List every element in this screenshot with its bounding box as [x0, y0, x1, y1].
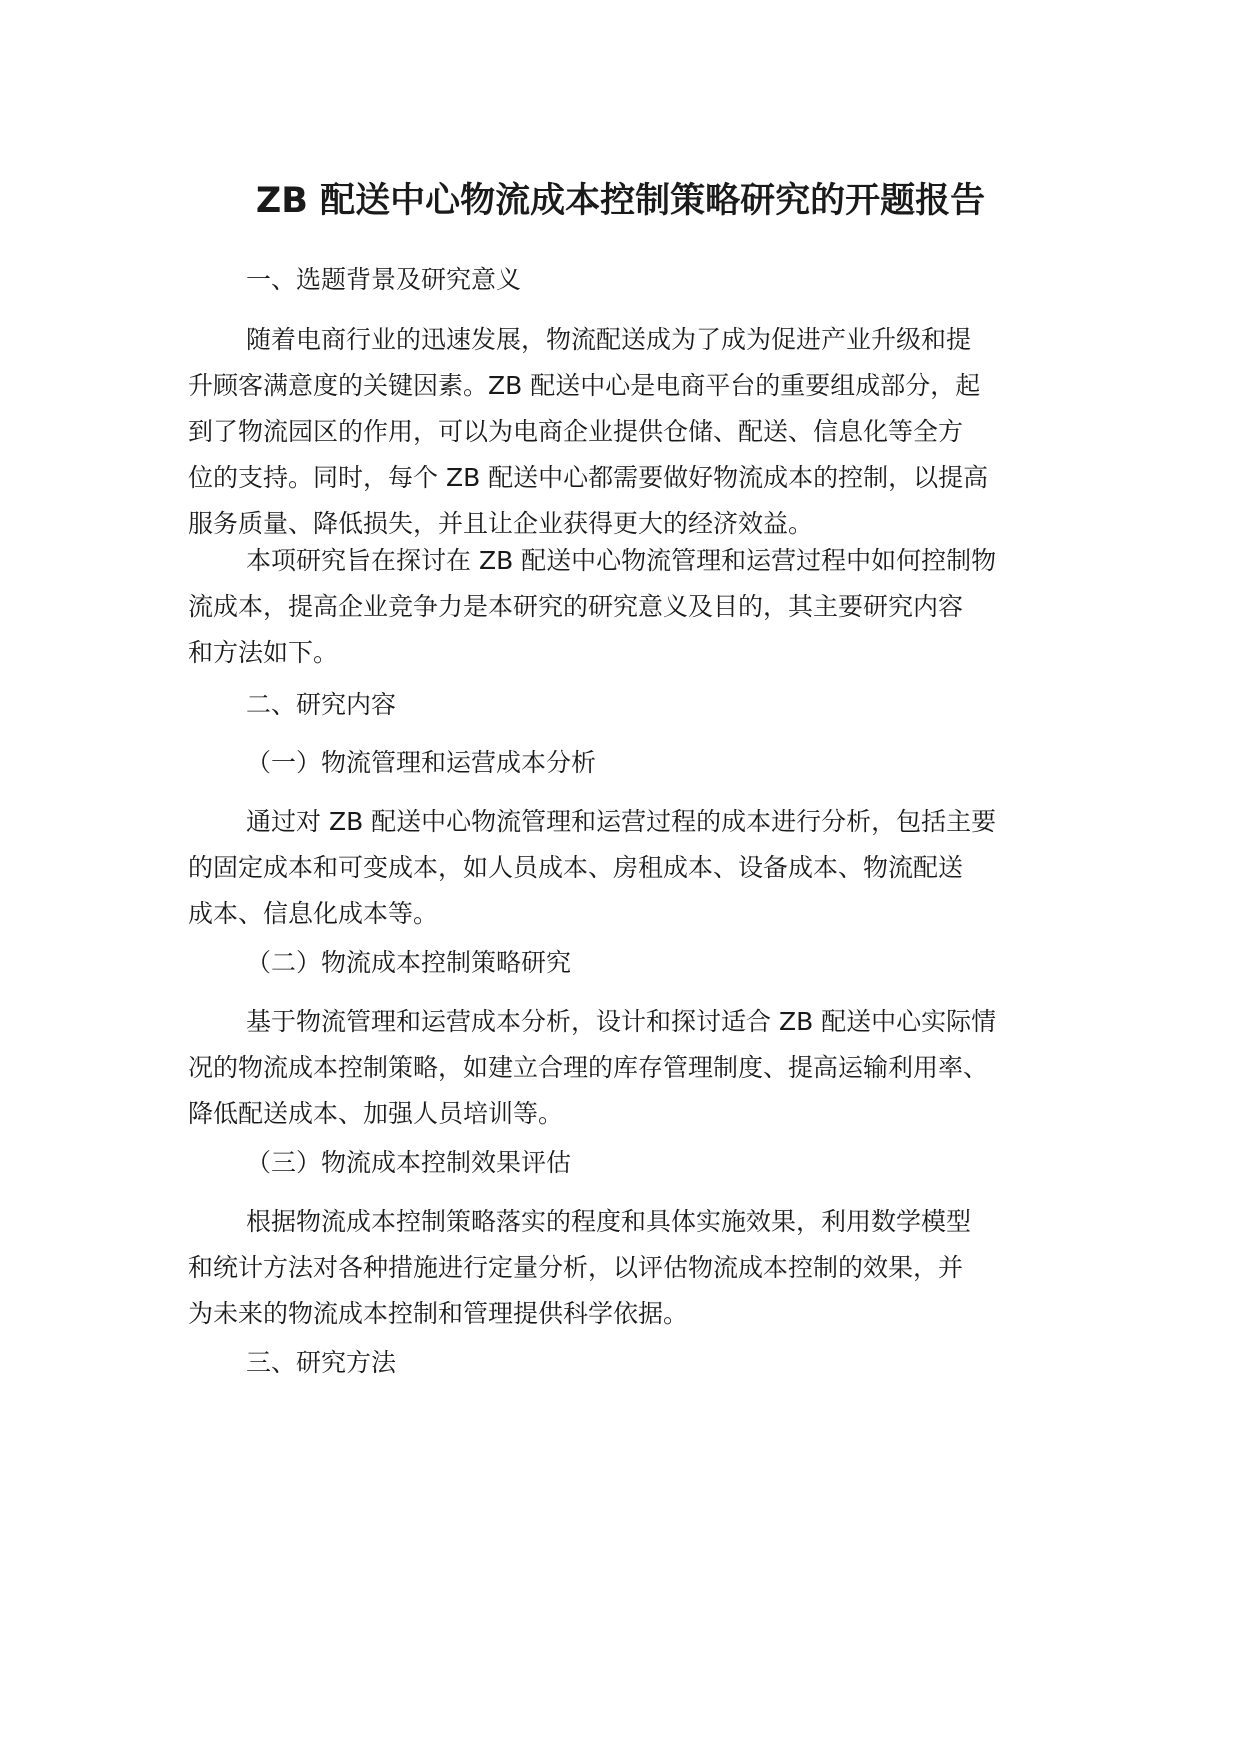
- subsection-heading-strategy: （二）物流成本控制策略研究: [246, 948, 572, 977]
- paragraph-line: 基于物流管理和运营成本分析，设计和探讨适合 ZB 配送中心实际情: [246, 1007, 997, 1036]
- paragraph-line: 随着电商行业的迅速发展，物流配送成为了成为促进产业升级和提: [246, 325, 972, 354]
- paragraph-line: 为未来的物流成本控制和管理提供科学依据。: [188, 1299, 689, 1328]
- paragraph-line: 流成本，提高企业竞争力是本研究的研究意义及目的，其主要研究内容: [188, 592, 964, 621]
- section-heading-background: 一、选题背景及研究意义: [246, 265, 522, 294]
- section-heading-content: 二、研究内容: [246, 690, 397, 719]
- paragraph-evaluation: [188, 1199, 1078, 1337]
- paragraph-background: [188, 317, 1078, 547]
- document-title: ZB 配送中心物流成本控制策略研究的开题报告: [255, 181, 986, 221]
- paragraph-line: 根据物流成本控制策略落实的程度和具体实施效果，利用数学模型: [246, 1207, 972, 1236]
- subsection-heading-evaluation: （三）物流成本控制效果评估: [246, 1148, 572, 1177]
- paragraph-purpose: [188, 538, 1078, 676]
- paragraph-line: 通过对 ZB 配送中心物流管理和运营过程的成本进行分析，包括主要: [246, 807, 997, 836]
- paragraph-line: 的固定成本和可变成本，如人员成本、房租成本、设备成本、物流配送: [188, 853, 964, 882]
- paragraph-cost-analysis: [188, 799, 1078, 937]
- paragraph-line: 况的物流成本控制策略，如建立合理的库存管理制度、提高运输利用率、: [188, 1053, 989, 1082]
- paragraph-line: 升顾客满意度的关键因素。ZB 配送中心是电商平台的重要组成部分，起: [188, 371, 981, 400]
- paragraph-line: 到了物流园区的作用，可以为电商企业提供仓储、配送、信息化等全方: [188, 417, 964, 446]
- paragraph-line: 和统计方法对各种措施进行定量分析，以评估物流成本控制的效果，并: [188, 1253, 964, 1282]
- paragraph-line: 成本、信息化成本等。: [188, 899, 439, 928]
- paragraph-line: 降低配送成本、加强人员培训等。: [188, 1099, 564, 1128]
- paragraph-line: 位的支持。同时，每个 ZB 配送中心都需要做好物流成本的控制，以提高: [188, 463, 989, 492]
- paragraph-line: 和方法如下。: [188, 638, 339, 667]
- subsection-heading-cost-analysis: （一）物流管理和运营成本分析: [246, 748, 597, 777]
- paragraph-line: 本项研究旨在探讨在 ZB 配送中心物流管理和运营过程中如何控制物: [246, 546, 997, 575]
- section-heading-methods: 三、研究方法: [246, 1348, 397, 1377]
- paragraph-strategy: [188, 999, 1078, 1137]
- paragraph-line: 服务质量、降低损失，并且让企业获得更大的经济效益。: [188, 509, 814, 538]
